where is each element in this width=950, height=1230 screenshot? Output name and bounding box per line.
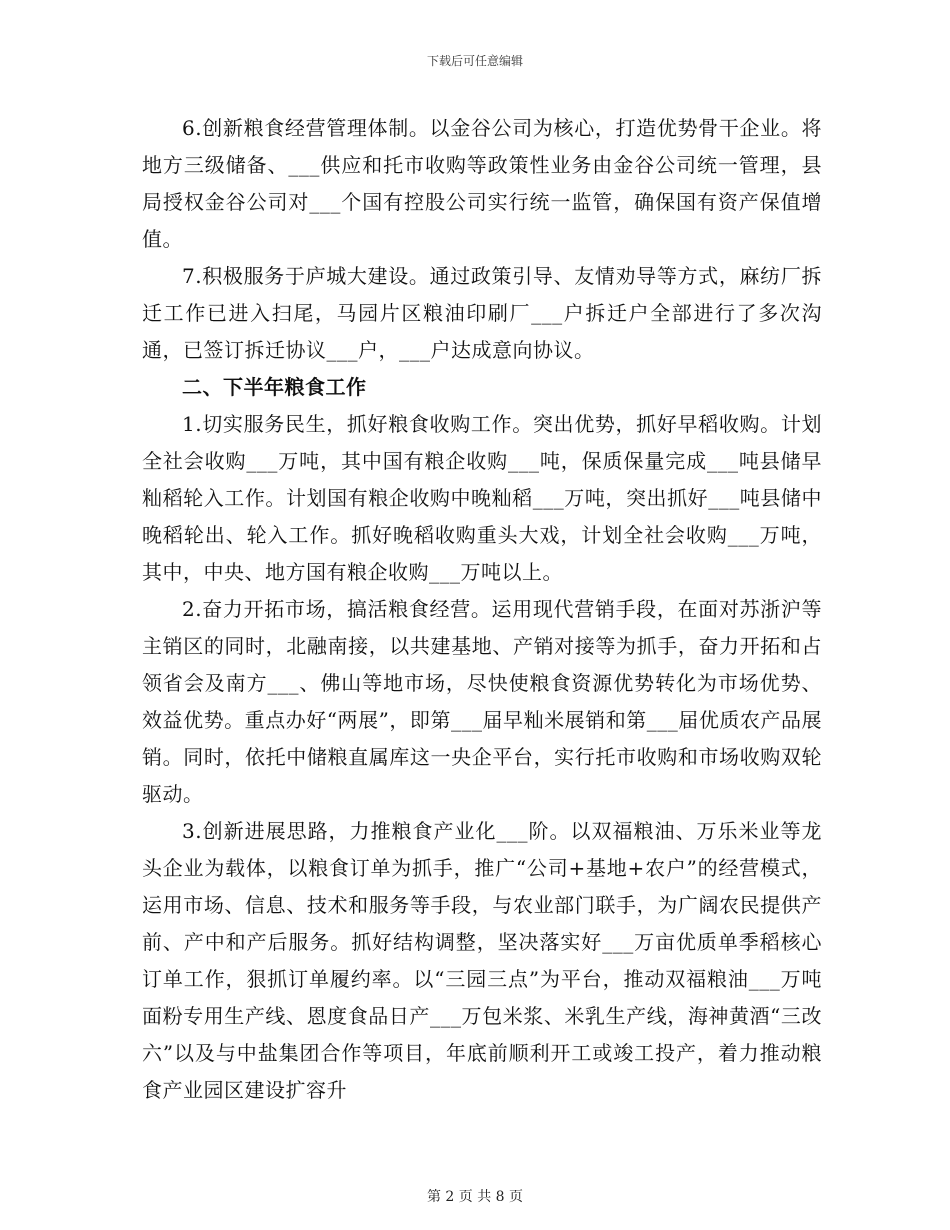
section-paragraph-3: 3.创新进展思路，力推粮食产业化___阶。以双福粮油、万乐米业等龙头企业为载体，以粮食订单为抓手，推广“公司+基地+农户”的经营模式，运用市场、信息、技术和服务等手段，与农业部门联手，为广阔农民提供产前、产中和产后服务。抓好结构调整，坚决落实好___万亩优质单季稻核心订单工作，狠抓订单履约率。以“三园三点”为平台，推动双福粮油___万吨面粉专用生产线、恩度食品日产___万包米浆、米乳生产线，海神黄酒“三改六”以及与中盐集团合作等项目，年底前顺利开工或竣工投产，着力推动粮食产业园区建设扩容升: [142, 819, 822, 1102]
section-paragraph-2: 2.奋力开拓市场，搞活粮食经营。运用现代营销手段，在面对苏浙沪等主销区的同时，北融南接，以共建基地、产销对接等为抓手，奋力开拓和占领省会及南方___、佛山等地市场，尽快使粮食资源优势转化为市场优势、效益优势。重点办好“两展”，即第___届早籼米展销和第___届优质农产品展销。同时，依托中储粮直属库这一央企平台，实行托市收购和市场收购双轮驱动。: [142, 597, 822, 806]
section-heading: 二、下半年粮食工作: [182, 375, 367, 399]
section-paragraph-1: 1.切实服务民生，抓好粮食收购工作。突出优势，抓好早稻收购。计划全社会收购___万吨，其中国有粮企收购___吨，保质保量完成___吨县储早籼稻轮入工作。计划国有粮企收购中晚籼稻___万吨，突出抓好___吨县储中晚稻轮出、轮入工作。抓好晚稻收购重头大戏，计划全社会收购___万吨，其中，中央、地方国有粮企收购___万吨以上。: [142, 412, 822, 584]
paragraph-6: 6.创新粮食经营管理体制。以金谷公司为核心，打造优势骨干企业。将地方三级储备、___供应和托市收购等政策性业务由金谷公司统一管理，县局授权金谷公司对___个国有控股公司实行统一监管，确保国有资产保值增值。: [142, 116, 822, 251]
page-header: 下载后可任意编辑: [426, 54, 523, 68]
paragraph-7: 7.积极服务于庐城大建设。通过政策引导、友情劝导等方式，麻纺厂拆迁工作已进入扫尾，马园片区粮油印刷厂___户拆迁户全部进行了多次沟通，已签订拆迁协议___户，___户达成意向协议。: [142, 264, 822, 362]
document-body: [142, 110, 822, 1109]
page-footer: 第 2 页 共 8 页: [426, 1189, 524, 1205]
